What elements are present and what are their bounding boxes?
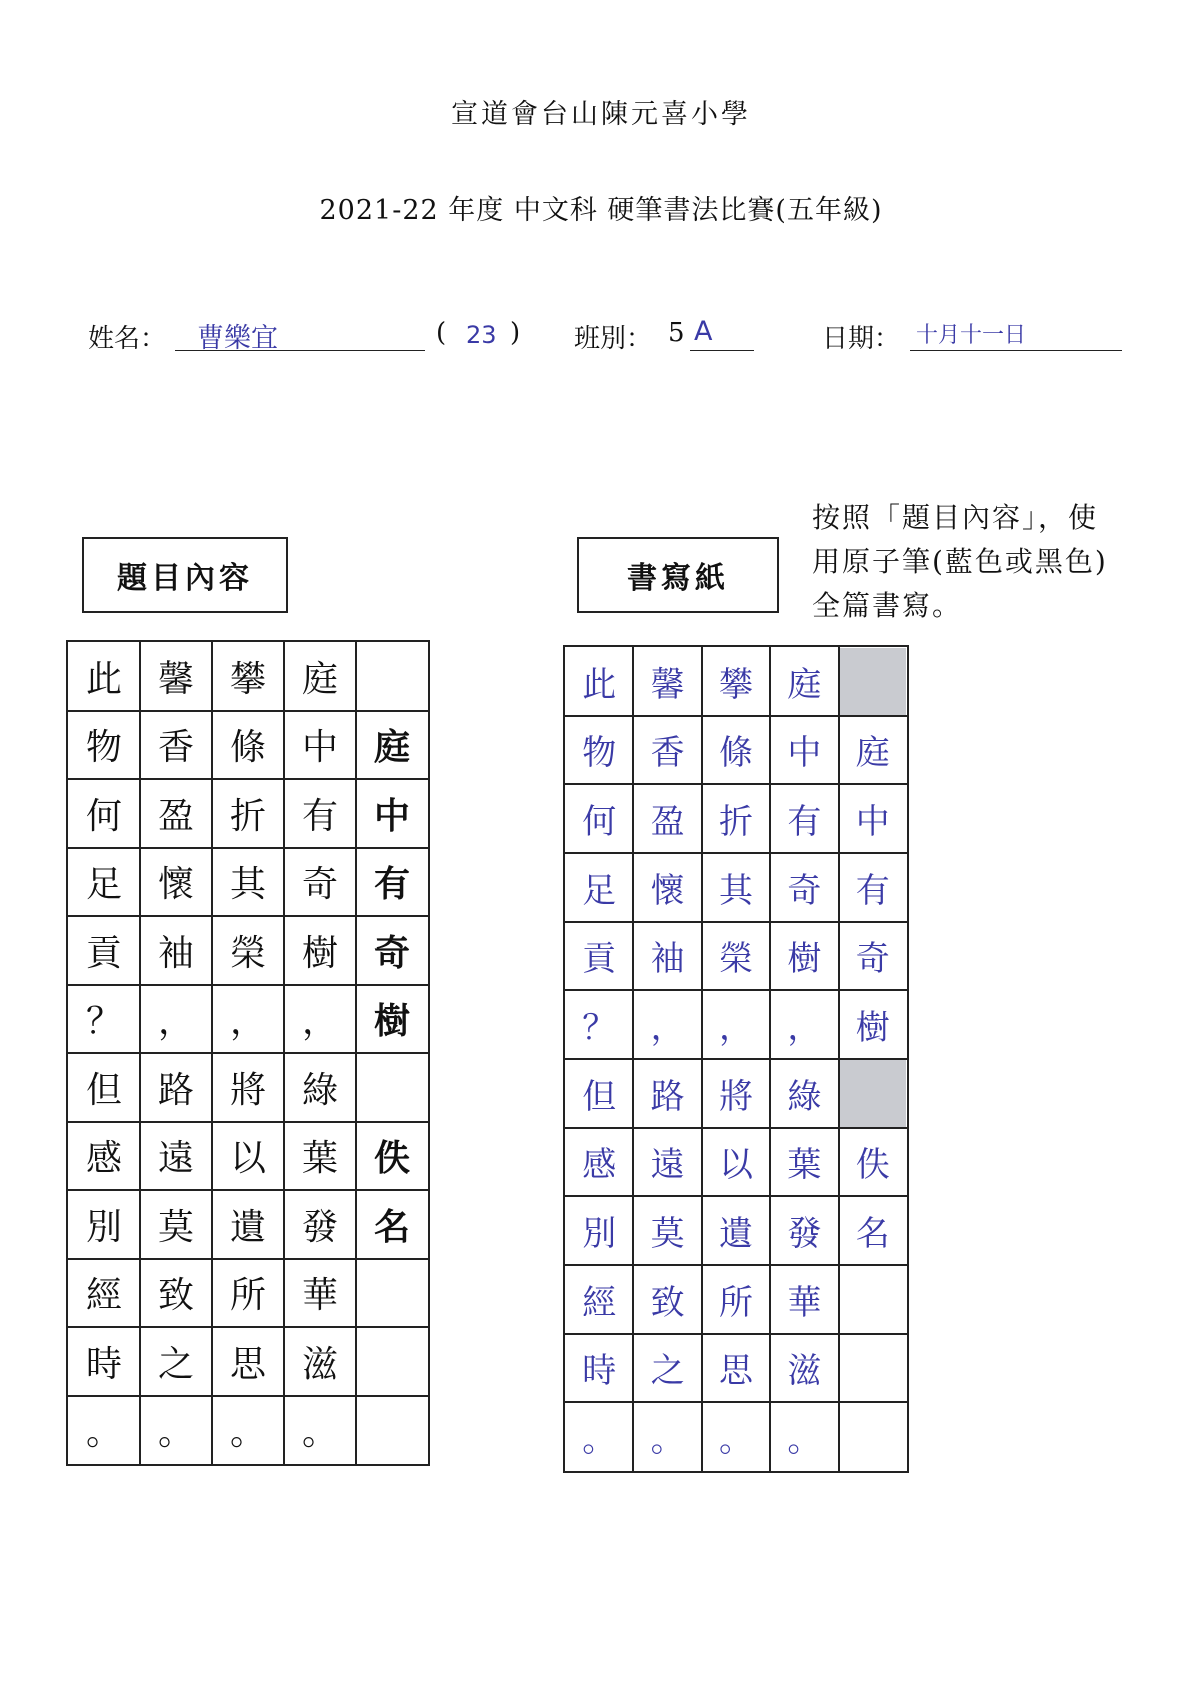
written-char-cell: 經 — [582, 1282, 617, 1323]
printed-char-cell: 何 — [85, 795, 122, 837]
written-char-cell: 感 — [582, 1145, 617, 1186]
printed-char-cell: 路 — [157, 1069, 194, 1111]
printed-char-cell: 但 — [85, 1069, 122, 1111]
written-char-cell: 庭 — [787, 664, 822, 705]
printed-char-cell: 中 — [373, 794, 410, 837]
printed-char-cell: 樹 — [301, 932, 338, 974]
written-char-cell: 奇 — [787, 870, 822, 911]
printed-char-cell: 將 — [229, 1069, 266, 1111]
class-grade: 5 — [668, 318, 685, 348]
number-close: ) — [510, 318, 521, 348]
printed-char-cell: 中 — [301, 727, 338, 769]
printed-char-cell: 袖 — [157, 932, 194, 974]
written-char-cell: 葉 — [787, 1145, 822, 1186]
date-value: 十月十一日 — [916, 323, 1027, 348]
written-char-cell: 其 — [718, 870, 753, 911]
paper-title-box: 書寫紙 — [577, 537, 779, 613]
school-name: 宣道會台山陳元喜小學 — [451, 99, 751, 130]
written-char-cell: 條 — [718, 733, 753, 774]
printed-char-cell: 庭 — [301, 658, 338, 700]
written-char-cell — [840, 1060, 906, 1127]
written-char-cell: 致 — [650, 1282, 685, 1323]
written-char-cell — [840, 648, 906, 715]
name-field — [175, 318, 425, 354]
printed-char-cell: 。 — [229, 1412, 266, 1454]
name-value: 曹樂宜 — [197, 323, 278, 354]
written-char-cell — [840, 1335, 906, 1402]
instructions — [812, 496, 1182, 628]
class-value: A — [694, 316, 713, 347]
student-number: 23 — [466, 321, 497, 349]
printed-char-cell: 遠 — [157, 1138, 194, 1180]
date-label: 日期： — [822, 324, 901, 354]
printed-char-cell: 綠 — [301, 1069, 338, 1111]
printed-char-cell: 遺 — [229, 1206, 266, 1248]
written-char-cell: 中 — [787, 733, 822, 774]
written-char-cell: 名 — [855, 1214, 890, 1255]
printed-char-cell: 名 — [373, 1205, 410, 1248]
number-open: ( — [436, 318, 447, 348]
printed-char-cell: 馨 — [157, 658, 194, 700]
printed-char-cell: 庭 — [373, 726, 410, 769]
printed-char-cell: 葉 — [301, 1138, 338, 1180]
printed-char-cell — [357, 1260, 427, 1327]
written-char-cell: 。 — [787, 1420, 822, 1461]
printed-char-cell: 滋 — [301, 1343, 338, 1385]
written-char-cell: 將 — [718, 1076, 753, 1117]
written-char-cell: 。 — [582, 1420, 617, 1461]
printed-char-cell: ？ — [85, 1001, 122, 1043]
written-char-cell: 折 — [718, 802, 753, 843]
printed-char-cell: 盈 — [157, 795, 194, 837]
competition-title: 2021-22 年度 中文科 硬筆書法比賽(五年級) — [319, 195, 883, 226]
printed-char-cell: 。 — [301, 1412, 338, 1454]
name-label: 姓名： — [88, 324, 167, 354]
written-char-cell: 以 — [718, 1145, 753, 1186]
written-char-cell: 貢 — [582, 939, 617, 980]
written-char-cell: 庭 — [855, 733, 890, 774]
printed-char-cell: 奇 — [373, 931, 410, 974]
printed-char-cell: 樹 — [373, 1000, 410, 1043]
printed-char-cell — [357, 1054, 427, 1121]
printed-char-cell: 有 — [301, 795, 338, 837]
printed-char-cell: 物 — [85, 727, 122, 769]
written-char-cell: 樹 — [855, 1008, 890, 1049]
printed-char-cell: ， — [157, 1001, 194, 1043]
written-char-cell: 馨 — [650, 664, 685, 705]
written-char-cell: 足 — [582, 870, 617, 911]
printed-char-cell: 榮 — [229, 932, 266, 974]
written-char-cell: 袖 — [650, 939, 685, 980]
printed-char-cell: 有 — [373, 863, 410, 906]
written-char-cell — [840, 1403, 906, 1470]
printed-char-cell: 致 — [157, 1275, 194, 1317]
written-char-cell — [840, 1266, 906, 1333]
printed-char-cell: 其 — [229, 864, 266, 906]
printed-char-cell — [357, 643, 427, 710]
written-char-cell: 奇 — [855, 939, 890, 980]
printed-char-cell: ， — [301, 1001, 338, 1043]
printed-char-cell: 華 — [301, 1275, 338, 1317]
written-char-cell: 滋 — [787, 1351, 822, 1392]
written-char-cell: 盈 — [650, 802, 685, 843]
written-char-cell: 綠 — [787, 1076, 822, 1117]
printed-char-cell: 所 — [229, 1275, 266, 1317]
written-char-cell: 莫 — [650, 1214, 685, 1255]
date-field — [910, 318, 1122, 351]
written-char-cell: 遺 — [718, 1214, 753, 1255]
printed-char-cell: ， — [229, 1001, 266, 1043]
writing-grid — [563, 645, 909, 1473]
printed-char-cell: 。 — [157, 1412, 194, 1454]
instruction-line-1: 按照「題目內容」，使 — [812, 501, 1099, 534]
written-char-cell: ， — [787, 1008, 822, 1049]
printed-char-cell: 足 — [85, 864, 122, 906]
printed-char-cell: 奇 — [301, 864, 338, 906]
instruction-line-2: 用原子筆(藍色或黑色) — [812, 545, 1108, 578]
printed-char-cell: 時 — [85, 1343, 122, 1385]
content-grid — [66, 640, 430, 1466]
written-char-cell: 之 — [650, 1351, 685, 1392]
printed-char-cell: 經 — [85, 1275, 122, 1317]
written-char-cell: 中 — [855, 802, 890, 843]
class-field — [690, 318, 754, 351]
written-char-cell: 思 — [718, 1351, 753, 1392]
written-char-cell: 有 — [855, 870, 890, 911]
printed-char-cell: 佚 — [373, 1137, 410, 1180]
printed-char-cell: 發 — [301, 1206, 338, 1248]
written-char-cell: 發 — [787, 1214, 822, 1255]
class-label: 班別： — [574, 324, 653, 354]
printed-char-cell: 思 — [229, 1343, 266, 1385]
written-char-cell: 物 — [582, 733, 617, 774]
written-char-cell: 。 — [650, 1420, 685, 1461]
printed-char-cell: 香 — [157, 727, 194, 769]
written-char-cell: ， — [718, 1008, 753, 1049]
written-char-cell: 所 — [718, 1282, 753, 1323]
written-char-cell: ？ — [582, 1008, 617, 1049]
written-char-cell: 有 — [787, 802, 822, 843]
written-char-cell: 香 — [650, 733, 685, 774]
printed-char-cell: 攀 — [229, 658, 266, 700]
written-char-cell: 此 — [582, 664, 617, 705]
printed-char-cell: 感 — [85, 1138, 122, 1180]
written-char-cell: 時 — [582, 1351, 617, 1392]
printed-char-cell: 貢 — [85, 932, 122, 974]
written-char-cell: 榮 — [718, 939, 753, 980]
printed-char-cell: 條 — [229, 727, 266, 769]
written-char-cell: 懷 — [650, 870, 685, 911]
content-title-box: 題目內容 — [82, 537, 288, 613]
written-char-cell: ， — [650, 1008, 685, 1049]
printed-char-cell: 折 — [229, 795, 266, 837]
printed-char-cell — [357, 1328, 427, 1395]
written-char-cell: 但 — [582, 1076, 617, 1117]
printed-char-cell: 莫 — [157, 1206, 194, 1248]
written-char-cell: 佚 — [855, 1145, 890, 1186]
written-char-cell: 攀 — [718, 664, 753, 705]
written-char-cell: 樹 — [787, 939, 822, 980]
written-char-cell: 華 — [787, 1282, 822, 1323]
printed-char-cell: 此 — [85, 658, 122, 700]
written-char-cell: 別 — [582, 1214, 617, 1255]
printed-char-cell: 之 — [157, 1343, 194, 1385]
written-char-cell: 遠 — [650, 1145, 685, 1186]
written-char-cell: 路 — [650, 1076, 685, 1117]
written-char-cell: 。 — [718, 1420, 753, 1461]
printed-char-cell — [357, 1397, 427, 1464]
printed-char-cell: 別 — [85, 1206, 122, 1248]
instruction-line-3: 全篇書寫。 — [812, 589, 963, 622]
printed-char-cell: 懷 — [157, 864, 194, 906]
printed-char-cell: 。 — [85, 1412, 122, 1454]
written-char-cell: 何 — [582, 802, 617, 843]
printed-char-cell: 以 — [229, 1138, 266, 1180]
